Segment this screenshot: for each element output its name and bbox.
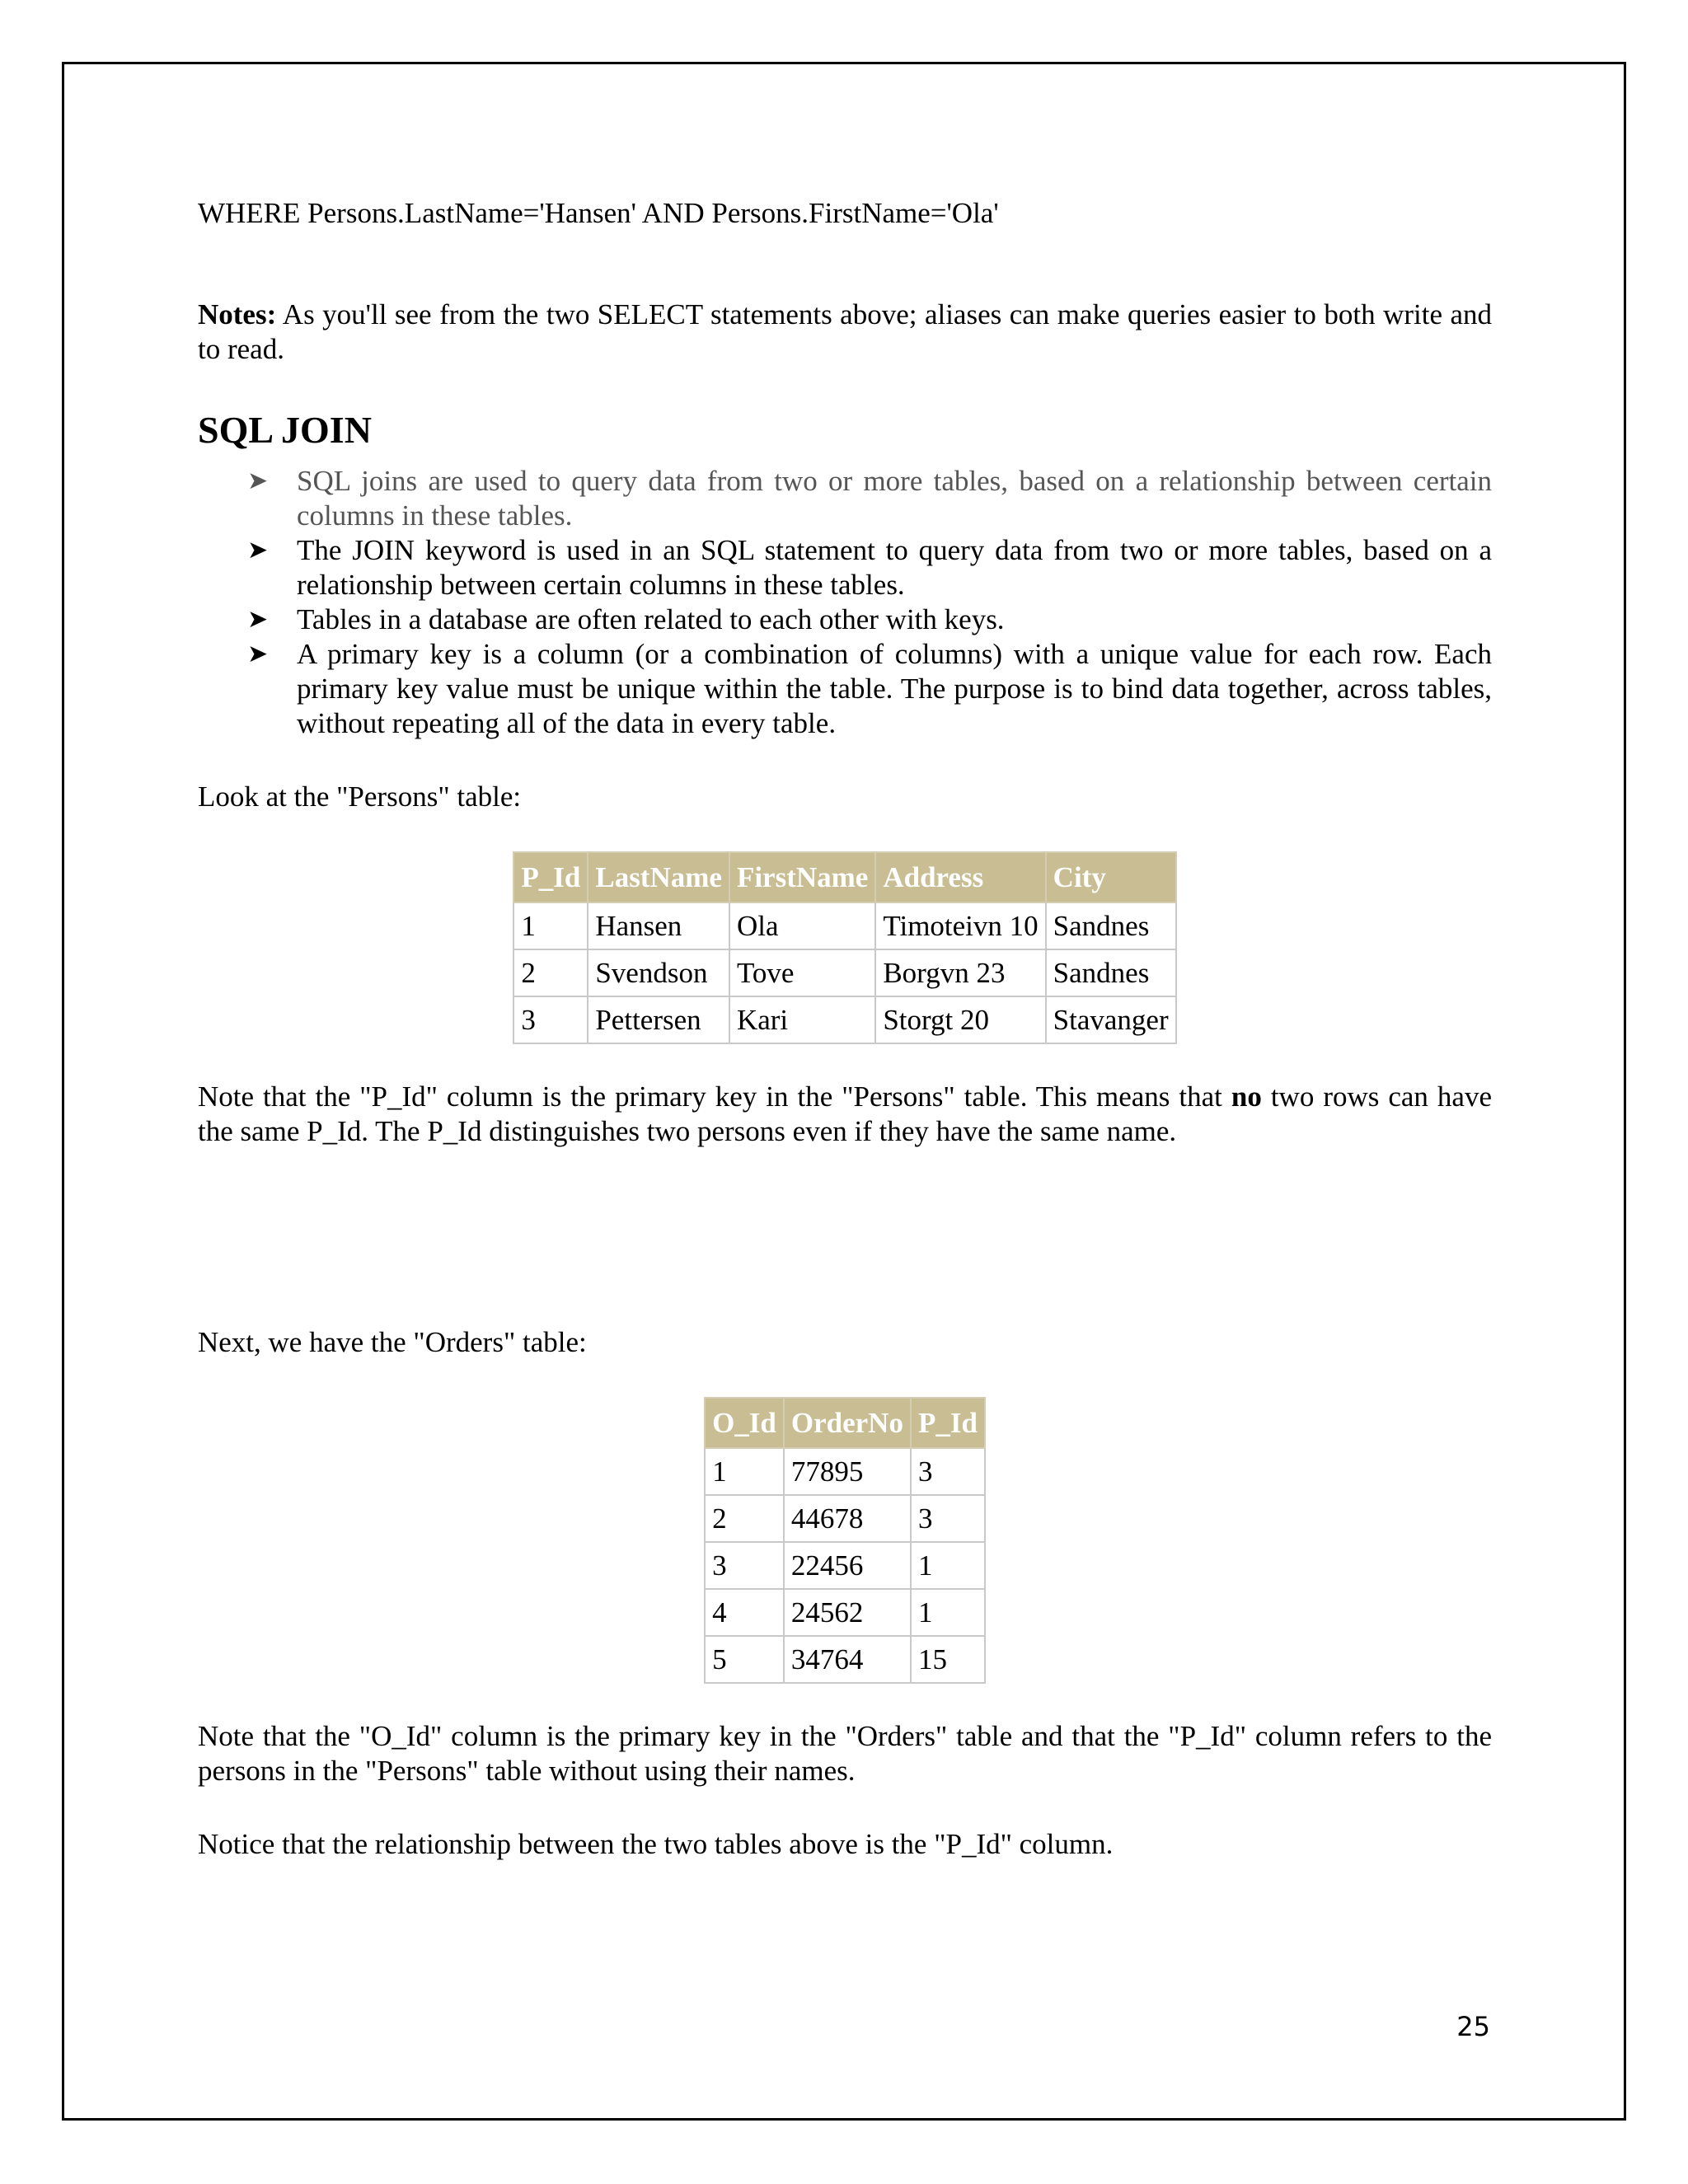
persons-note-after: two rows can have the same P_Id. The P_Id distinguishes two persons even if they have the same name. [198, 1080, 1492, 1147]
column-header: P_Id [513, 852, 588, 902]
persons-note [198, 1080, 1492, 1149]
orders-intro: Next, we have the "Orders" table: [198, 1326, 587, 1358]
table-cell: 3 [513, 996, 588, 1043]
table-row [705, 1448, 985, 1495]
page-content [198, 190, 1492, 1862]
table-cell: 3 [705, 1542, 784, 1589]
table-cell: Tove [729, 949, 875, 996]
arrowhead-bullet-icon: ➤ [247, 466, 269, 495]
table-cell: 3 [911, 1495, 985, 1542]
column-header: LastName [588, 852, 729, 902]
arrowhead-bullet-icon: ➤ [247, 605, 269, 634]
table-cell: 2 [513, 949, 588, 996]
column-header: P_Id [911, 1398, 985, 1448]
column-header: Address [875, 852, 1045, 902]
table-cell: 24562 [784, 1589, 911, 1636]
list-item [247, 637, 1492, 741]
table-cell: 15 [911, 1636, 985, 1683]
table-cell: Hansen [588, 902, 729, 949]
table-row [705, 1589, 985, 1636]
bullet-text: Tables in a database are often related to each other with keys. [297, 603, 1005, 635]
table-cell: Sandnes [1046, 949, 1176, 996]
sql-where-clause: WHERE Persons.LastName='Hansen' AND Persons.FirstName='Ola' [198, 197, 999, 229]
bullet-text: A primary key is a column (or a combination of columns) with a unique value for each row. Each primary key value must be unique within the table. The purpose is to bind data together, across tables, without repeating all of the data in every table. [297, 638, 1492, 739]
table-cell: Pettersen [588, 996, 729, 1043]
table-cell: 2 [705, 1495, 784, 1542]
notes-label: Notes: [198, 298, 277, 330]
list-item [247, 464, 1492, 533]
table-row [513, 902, 1175, 949]
orders-note: Note that the "O_Id" column is the primary key in the "Orders" table and that the "P_Id" column refers to the persons in the "Persons" table without using their names. [198, 1720, 1492, 1787]
column-header: O_Id [705, 1398, 784, 1448]
relationship-note: Notice that the relationship between the two tables above is the "P_Id" column. [198, 1828, 1114, 1860]
table-cell: Kari [729, 996, 875, 1043]
notes-text: As you'll see from the two SELECT statements above; aliases can make queries easier to both write and to read. [198, 298, 1492, 365]
table-cell: 22456 [784, 1542, 911, 1589]
bullet-list [198, 464, 1492, 741]
column-header: OrderNo [784, 1398, 911, 1448]
persons-intro: Look at the "Persons" table: [198, 780, 522, 813]
table-cell: 3 [911, 1448, 985, 1495]
table-cell: Borgvn 23 [875, 949, 1045, 996]
table-row [705, 1636, 985, 1683]
table-row [705, 1495, 985, 1542]
list-item [247, 602, 1492, 637]
table-cell: 34764 [784, 1636, 911, 1683]
list-item [247, 533, 1492, 602]
table-cell: Stavanger [1046, 996, 1176, 1043]
table-cell: Ola [729, 902, 875, 949]
table-cell: Storgt 20 [875, 996, 1045, 1043]
table-cell: 1 [911, 1589, 985, 1636]
table-header-row [705, 1398, 985, 1448]
table-cell: Timoteivn 10 [875, 902, 1045, 949]
column-header: City [1046, 852, 1176, 902]
table-row [513, 996, 1175, 1043]
table-cell: Sandnes [1046, 902, 1176, 949]
notes-paragraph [198, 298, 1492, 367]
table-cell: 1 [513, 902, 588, 949]
arrowhead-bullet-icon: ➤ [247, 640, 269, 668]
table-cell: Svendson [588, 949, 729, 996]
persons-note-before: Note that the "P_Id" column is the primary key in the "Persons" table. This means that [198, 1080, 1231, 1113]
table-cell: 44678 [784, 1495, 911, 1542]
persons-table [513, 851, 1176, 1044]
bullet-text: The JOIN keyword is used in an SQL statement to query data from two or more tables, based on a relationship between certain columns in these tables. [297, 534, 1492, 601]
arrowhead-bullet-icon: ➤ [247, 536, 269, 565]
orders-table [704, 1397, 986, 1684]
page-number: 25 [1456, 2011, 1490, 2042]
persons-note-bold: no [1231, 1080, 1262, 1113]
table-row [705, 1542, 985, 1589]
table-cell: 5 [705, 1636, 784, 1683]
bullet-text: SQL joins are used to query data from two or more tables, based on a relationship between certain columns in these tables. [297, 465, 1492, 532]
section-heading: SQL JOIN [198, 409, 372, 451]
table-cell: 77895 [784, 1448, 911, 1495]
table-cell: 1 [911, 1542, 985, 1589]
table-header-row [513, 852, 1175, 902]
table-row [513, 949, 1175, 996]
table-cell: 1 [705, 1448, 784, 1495]
table-cell: 4 [705, 1589, 784, 1636]
column-header: FirstName [729, 852, 875, 902]
